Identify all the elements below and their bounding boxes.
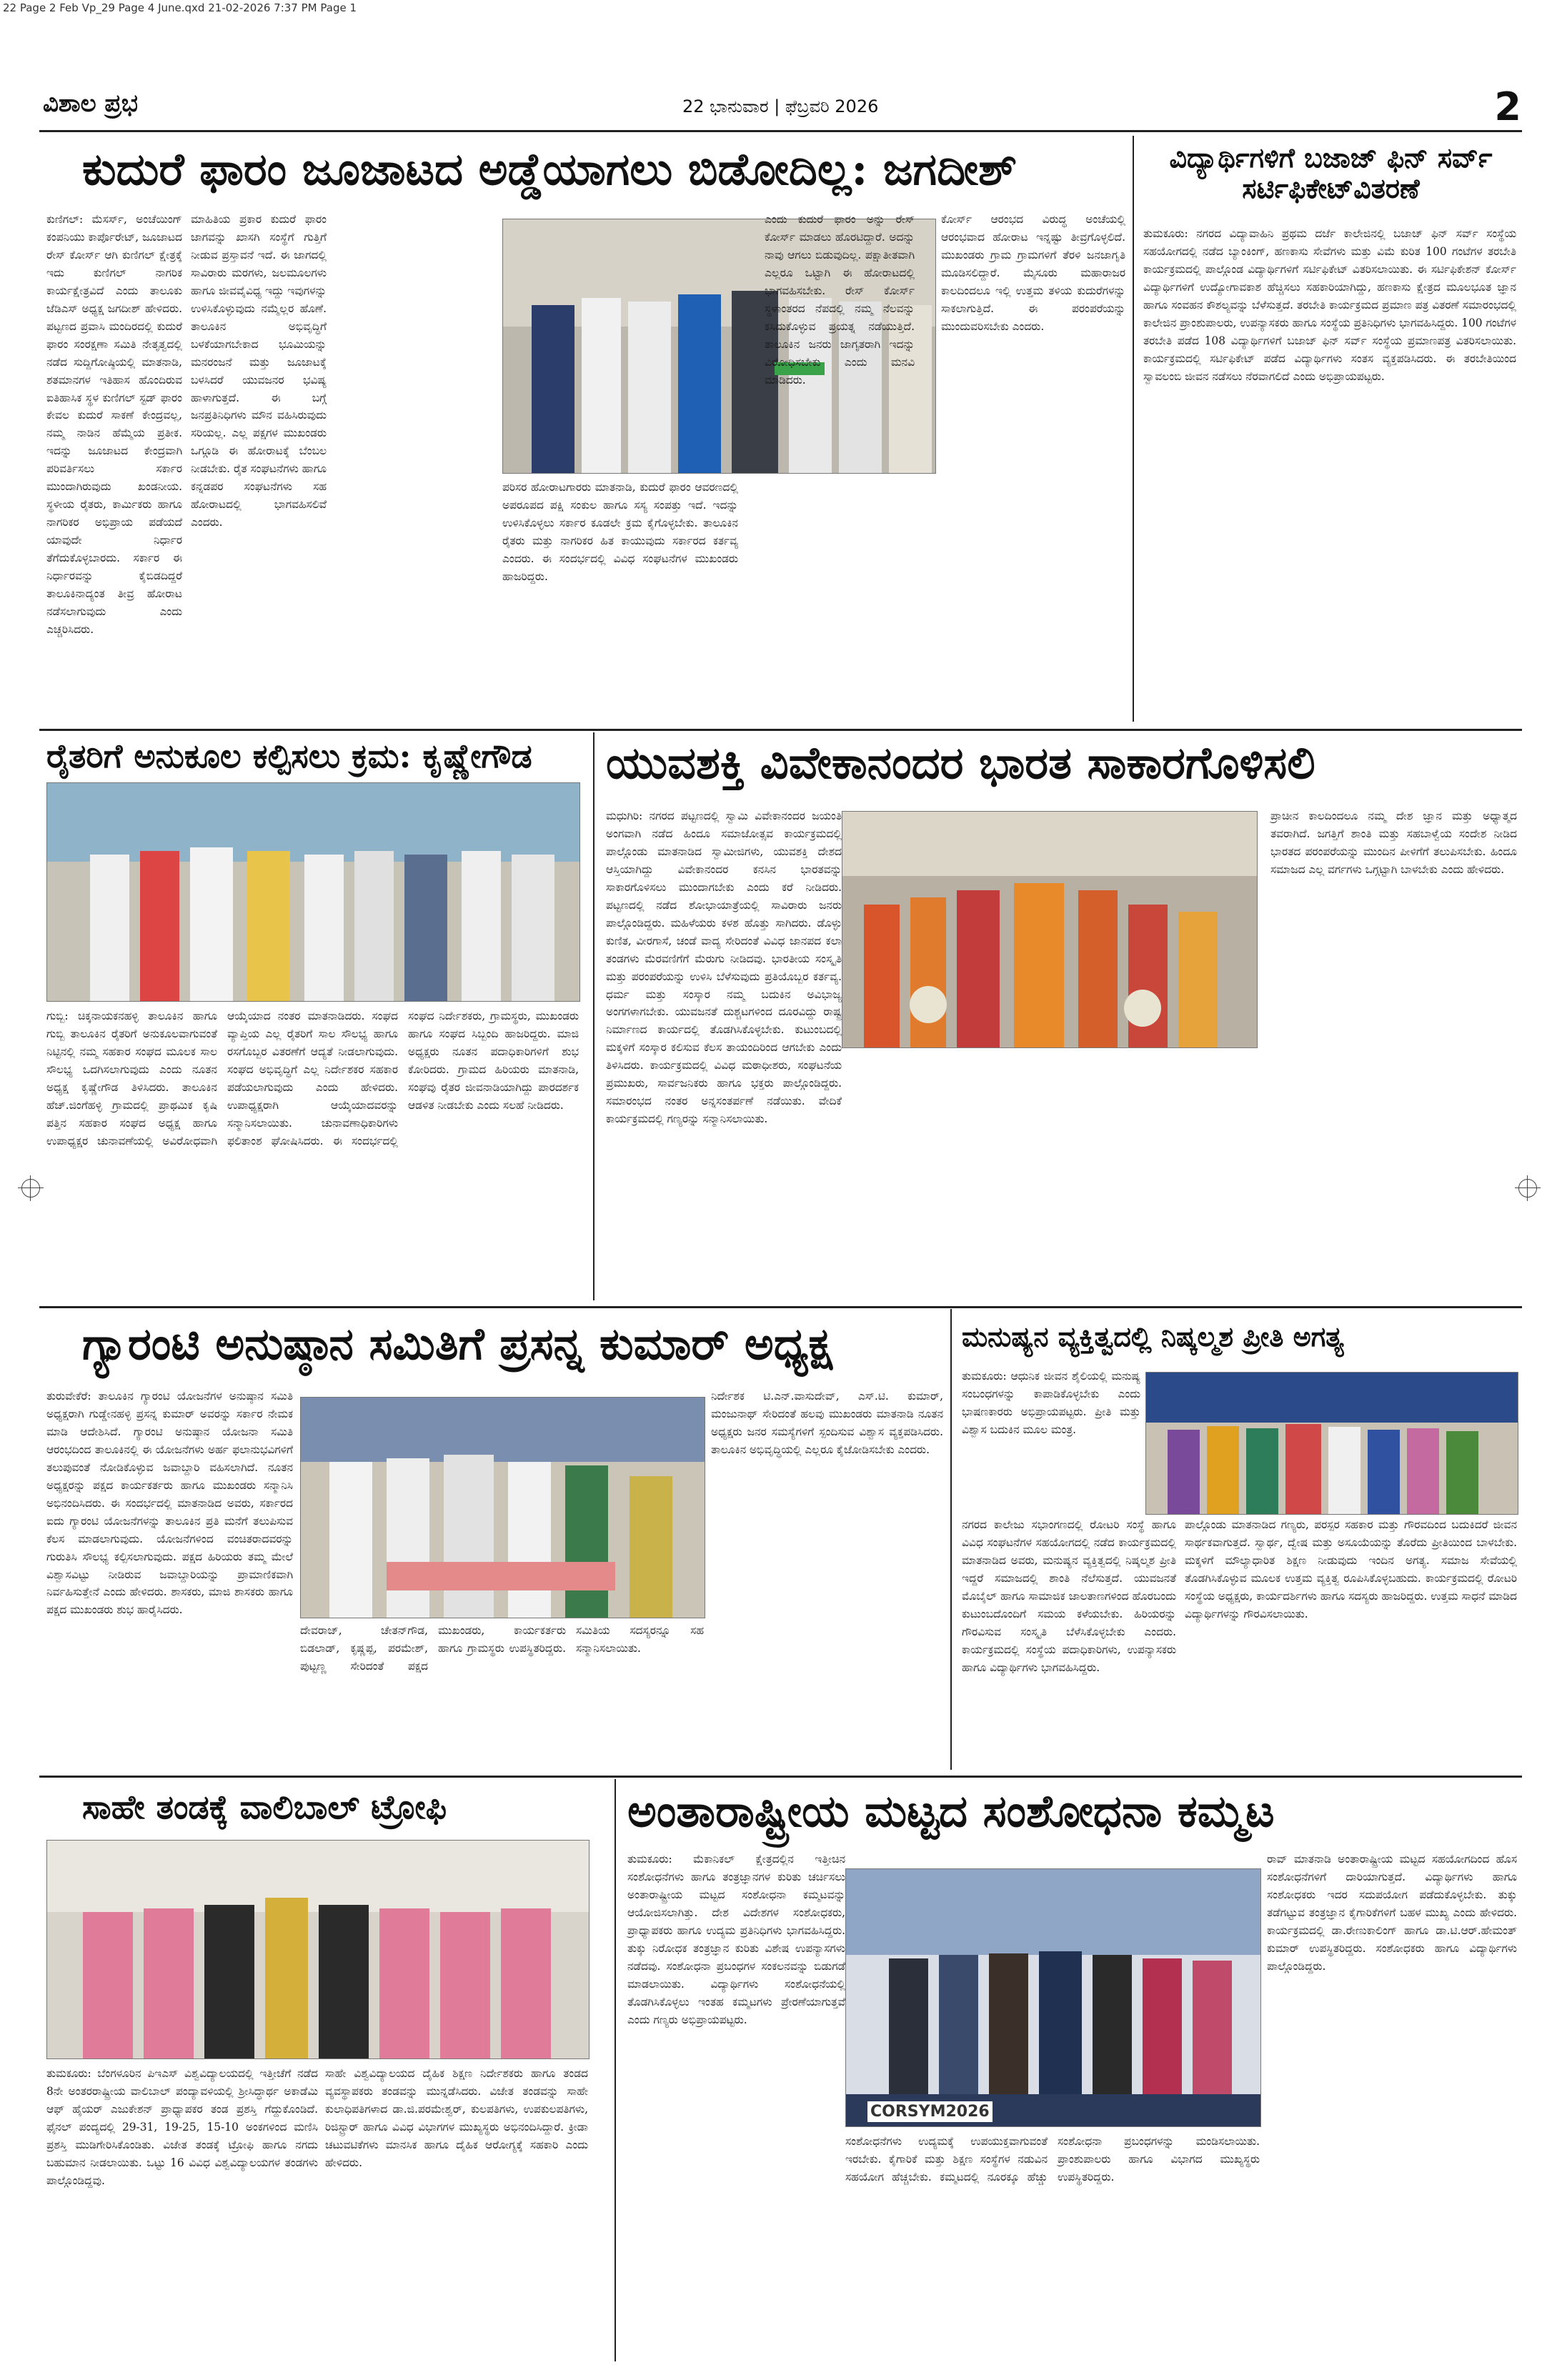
story-body: ತುಮಕೂರು: ಬೆಂಗಳೂರಿನ ಪಿಇಎಸ್ ವಿಶ್ವವಿದ್ಯಾಲಯದಲ್ಲಿ ಇತ್ತೀಚೆಗೆ ನಡೆದ 8ನೇ ಅಂತರರಾಷ್ಟ್ರೀಯ ವಾಲಿಬಾಲ್ ಪಂದ್ಯಾವಳಿಯಲ್ಲಿ ಶ್ರೀಸಿದ್ಧಾರ್ಥ ಅಕಾಡೆಮಿ ಆಫ್ ಹೈಯರ್ ಎಜುಕೇಶನ್ ಪ್ರಾಧ್ಯಾಪಕರ ತಂಡ ಪ್ರಶಸ್ತಿ ಗೆದ್ದುಕೊಂಡಿದೆ. ಫೈನಲ್ ಪಂದ್ಯದಲ್ಲಿ 29-31, 19-25, 15-10 ಅಂಕಗಳಿಂದ ಮಣಿಸಿ ಪ್ರಶಸ್ತಿ ಮುಡಿಗೇರಿಸಿಕೊಂಡಿತು. ವಿಜೇತ ತಂಡಕ್ಕೆ ಟ್ರೋಫಿ ಹಾಗೂ ನಗದು ಬಹುಮಾನ ನೀಡಲಾಯಿತು. ಒಟ್ಟು 16 ವಿವಿಧ ವಿಶ್ವವಿದ್ಯಾಲಯಗಳ ತಂಡಗಳು ಪಾಲ್ಗೊಂಡಿದ್ದವು. [46, 2067, 318, 2187]
story-body: ಗುಬ್ಬಿ: ಚಿಕ್ಕನಾಯಕನಹಳ್ಳಿ ತಾಲೂಕಿನ ಹಾಗೂ ಗುಬ್ಬಿ ತಾಲೂಕಿನ ರೈತರಿಗೆ ಅನುಕೂಲವಾಗುವಂತೆ ನಿಟ್ಟಿನಲ್ಲಿ ನಮ್ಮ ಸಹಕಾರ ಸಂಘದ ಮೂಲಕ ಸಾಲ ಸೌಲಭ್ಯ ಒದಗಿಸಲಾಗುವುದು ಎಂದು ನೂತನ ಅಧ್ಯಕ್ಷ ಕೃಷ್ಣೇಗೌಡ ತಿಳಿಸಿದರು. ತಾಲೂಕಿನ ಹೆಚ್.ಜಿಂಗೆಹಳ್ಳಿ ಗ್ರಾಮದಲ್ಲಿ ಪ್ರಾಥಮಿಕ ಕೃಷಿ ಪತ್ತಿನ ಸಹಕಾರ ಸಂಘದ ಅಧ್ಯಕ್ಷ ಹಾಗೂ ಉಪಾಧ್ಯಕ್ಷರ ಚುನಾವಣೆಯಲ್ಲಿ ಅವಿರೋಧವಾಗಿ ಆಯ್ಕೆಯಾದ ನಂತರ ಮಾತನಾಡಿದರು. ಸಂಘದ ವ್ಯಾಪ್ತಿಯ ಎಲ್ಲ ರೈತರಿಗೆ ಸಾಲ ಸೌಲಭ್ಯ ಹಾಗೂ ರಸಗೊಬ್ಬರ ವಿತರಣೆಗೆ ಆದ್ಯತೆ ನೀಡಲಾಗುವುದು. ಸಂಘದ ಅಭಿವೃದ್ಧಿಗೆ ಎಲ್ಲ ನಿರ್ದೇಶಕರ ಸಹಕಾರ ಪಡೆಯಲಾಗುವುದು ಎಂದು ಹೇಳಿದರು. ಉಪಾಧ್ಯಕ್ಷರಾಗಿ ಆಯ್ಕೆಯಾದವರನ್ನು ಸನ್ಮಾನಿಸಲಾಯಿತು. ಚುನಾವಣಾಧಿಕಾರಿಗಳು ಫಲಿತಾಂಶ ಘೋಷಿಸಿದರು. ಈ ಸಂದರ್ಭದಲ್ಲಿ ಸಂಘದ ನಿರ್ದೇಶಕರು, ಗ್ರಾಮಸ್ಥರು, ಮುಖಂಡರು ಹಾಗೂ ಸಂಘದ ಸಿಬ್ಬಂದಿ ಹಾಜರಿದ್ದರು. ಮಾಜಿ ಅಧ್ಯಕ್ಷರು ನೂತನ ಪದಾಧಿಕಾರಿಗಳಿಗೆ ಶುಭ ಕೋರಿದರು. ಗ್ರಾಮದ ಹಿರಿಯರು ಮಾತನಾಡಿ, ಸಂಘವು ರೈತರ ಜೀವನಾಡಿಯಾಗಿದ್ದು ಪಾರದರ್ಶಕ ಆಡಳಿತ ನೀಡಬೇಕು ಎಂದು ಸಲಹೆ ನೀಡಿದರು. [46, 1010, 579, 1147]
headline: ಕುದುರೆ ಫಾರಂ ಜೂಜಾಟದ ಅಡ್ಡೆಯಾಗಲು ಬಿಡೋದಿಲ್ಲ: ಜಗದೀಶ್ [82, 143, 1018, 195]
photo-felicitation [300, 1397, 705, 1618]
photo-workshop-stage [845, 1868, 1261, 2127]
column-3: ಎಂದು ಕುದುರೆ ಫಾರಂ ಅನ್ನು ರೇಸ್ ಕೋರ್ಸ್ ಮಾಡಲು ಹೊರಟಿದ್ದಾರೆ. ಅದನ್ನು ನಾವು ಆಗಲು ಬಿಡುವುದಿಲ್ಲ. ಪಕ್ಷಾತೀತವಾಗಿ ಎಲ್ಲರೂ ಒಟ್ಟಾಗಿ ಈ ಹೋರಾಟದಲ್ಲಿ ಭಾಗವಹಿಸಬೇಕು. ರೇಸ್ ಕೋರ್ಸ್ ಸ್ಥಳಾಂತರದ ನೆಪದಲ್ಲಿ ನಮ್ಮ ನೆಲವನ್ನು ಕಸಿದುಕೊಳ್ಳುವ ಪ್ರಯತ್ನ ನಡೆಯುತ್ತಿದೆ. ತಾಲೂಕಿನ ಜನರು ಜಾಗೃತರಾಗಿ ಇದನ್ನು ವಿರೋಧಿಸಬೇಕು ಎಂದು ಮನವಿ ಮಾಡಿದರು. [765, 213, 915, 387]
headline: ರೈತರಿಗೆ ಅನುಕೂಲ ಕಲ್ಪಿಸಲು ಕ್ರಮ: ಕೃಷ್ಣೇಗೌಡ [46, 737, 532, 775]
story-body-mid: ಸಂಶೋಧನೆಗಳು ಉದ್ಯಮಕ್ಕೆ ಉಪಯುಕ್ತವಾಗುವಂತೆ ಇರಬೇಕು. ಕೈಗಾರಿಕೆ ಮತ್ತು ಶಿಕ್ಷಣ ಸಂಸ್ಥೆಗಳ ನಡುವಿನ ಸಹಯೋಗ ಹೆಚ್ಚಬೇಕು. ಕಮ್ಮಟದಲ್ಲಿ ನೂರಕ್ಕೂ ಹೆಚ್ಚು ಸಂಶೋಧನಾ ಪ್ರಬಂಧಗಳನ್ನು ಮಂಡಿಸಲಾಯಿತು. ಪ್ರಾಂಶುಪಾಲರು ಹಾಗೂ ವಿಭಾಗದ ಮುಖ್ಯಸ್ಥರು ಉಪಸ್ಥಿತರಿದ್ದರು. [845, 2135, 1260, 2184]
section-rule [39, 1306, 1522, 1308]
headline: ಸಾಹೇ ತಂಡಕ್ಕೆ ವಾಲಿಬಾಲ್ ಟ್ರೋಫಿ [82, 1788, 447, 1826]
print-slug: 22 Page 2 Feb Vp_29 Page 4 June.qxd 21-02-2026 7:37 PM Page 1 [3, 1, 357, 14]
story-body-mid: ದೇವರಾಜ್, ಚೇತನ್‌ಗೌಡ, ಬಿಡಲಾಡ್, ಕೃಷ್ಣಪ್ಪ, ಪರಮೇಶ್, ಪುಟ್ಟಣ್ಣ ಸೇರಿದಂತೆ ಪಕ್ಷದ ಮುಖಂಡರು, ಕಾರ್ಯಕರ್ತರು ಹಾಗೂ ಗ್ರಾಮಸ್ಥರು ಉಪಸ್ಥಿತರಿದ್ದರು. ಸಮಿತಿಯ ಸದಸ್ಯರನ್ನೂ ಸಹ ಸನ್ಮಾನಿಸಲಾಯಿತು. [300, 1624, 704, 1673]
section-rule [39, 729, 1522, 731]
story-body-right: ರಾವ್ ಮಾತನಾಡಿ ಅಂತಾರಾಷ್ಟ್ರೀಯ ಮಟ್ಟದ ಸಹಯೋಗದಿಂದ ಹೊಸ ಸಂಶೋಧನೆಗಳಿಗೆ ದಾರಿಯಾಗುತ್ತದೆ. ವಿದ್ಯಾರ್ಥಿಗಳು ಹಾಗೂ ಸಂಶೋಧಕರು ಇದರ ಸದುಪಯೋಗ ಪಡೆದುಕೊಳ್ಳಬೇಕು. ತುಕ್ಕು ತಡೆಗಟ್ಟುವ ತಂತ್ರಜ್ಞಾನ ಕೈಗಾರಿಕೆಗಳಿಗೆ ಬಹಳ ಮುಖ್ಯ ಎಂದು ಹೇಳಿದರು. ಕಾರ್ಯಕ್ರಮದಲ್ಲಿ ಡಾ.ರೇಣುಕಾಲಿಂಗ್ ಹಾಗೂ ಡಾ.ಟಿ.ಆರ್.ಹೇಮಂತ್ ಕುಮಾರ್ ಉಪಸ್ಥಿತರಿದ್ದರು. ಸಂಶೋಧಕರು ಹಾಗೂ ವಿದ್ಯಾರ್ಥಿಗಳು ಪಾಲ್ಗೊಂಡಿದ್ದರು. [1267, 1853, 1517, 1973]
masthead-name: ವಿಶಾಲ ಪ್ರಭ [43, 89, 138, 118]
story-body-right: ಸಾಹೇ ವಿಶ್ವವಿದ್ಯಾಲಯದ ದೈಹಿಕ ಶಿಕ್ಷಣ ನಿರ್ದೇಶಕರು ಹಾಗೂ ತಂಡದ ವ್ಯವಸ್ಥಾಪಕರು ತಂಡವನ್ನು ಮುನ್ನಡೆಸಿದರು. ವಿಜೇತ ತಂಡವನ್ನು ಸಾಹೇ ಕುಲಾಧಿಪತಿಗಳಾದ ಡಾ.ಜಿ.ಪರಮೇಶ್ವರ್, ಕುಲಪತಿಗಳು, ಉಪಕುಲಪತಿಗಳು, ರಿಜಿಸ್ಟ್ರಾರ್ ಹಾಗೂ ವಿವಿಧ ವಿಭಾಗಗಳ ಮುಖ್ಯಸ್ಥರು ಅಭಿನಂದಿಸಿದ್ದಾರೆ. ಕ್ರೀಡಾ ಚಟುವಟಿಕೆಗಳು ಮಾನಸಿಕ ಹಾಗೂ ದೈಹಿಕ ಆರೋಗ್ಯಕ್ಕೆ ಸಹಕಾರಿ ಎಂದು ಹೇಳಿದರು. [325, 2067, 588, 2169]
story-body: ತುಮಕೂರು: ನಗರದ ವಿದ್ಯಾವಾಹಿನಿ ಪ್ರಥಮ ದರ್ಜೆ ಕಾಲೇಜಿನಲ್ಲಿ ಬಜಾಜ್ ಫಿನ್ ಸರ್ವ್ ಸಂಸ್ಥೆಯ ಸಹಯೋಗದಲ್ಲಿ ನಡೆದ ಬ್ಯಾಂಕಿಂಗ್, ಹಣಕಾಸು ಸೇವೆಗಳು ಮತ್ತು ವಿಮೆ ಕುರಿತ 100 ಗಂಟೆಗಳ ತರಬೇತಿ ಕಾರ್ಯಕ್ರಮದಲ್ಲಿ ಪಾಲ್ಗೊಂಡ ವಿದ್ಯಾರ್ಥಿಗಳಿಗೆ ಸರ್ಟಿಫಿಕೇಟ್ ವಿತರಿಸಲಾಯಿತು. ಈ ಸರ್ಟಿಫಿಕೇಶನ್ ಕೋರ್ಸ್ ವಿದ್ಯಾರ್ಥಿಗಳಿಗೆ ಉದ್ಯೋಗಾವಕಾಶ ಹೆಚ್ಚಿಸಲು ಸಹಕಾರಿಯಾಗಿದ್ದು, ಹಣಕಾಸು ಕ್ಷೇತ್ರದ ಮೂಲಭೂತ ಜ್ಞಾನ ಹಾಗೂ ಸಂವಹನ ಕೌಶಲ್ಯವನ್ನು ಬೆಳೆಸುತ್ತದೆ. ತರಬೇತಿ ಕಾರ್ಯಕ್ರಮದ ಪ್ರಮಾಣ ಪತ್ರ ವಿತರಣೆ ಸಮಾರಂಭದಲ್ಲಿ ಕಾಲೇಜಿನ ಪ್ರಾಂಶುಪಾಲರು, ಉಪನ್ಯಾಸಕರು ಹಾಗೂ ಸಂಸ್ಥೆಯ ಪ್ರತಿನಿಧಿಗಳು ಭಾಗವಹಿಸಿದ್ದರು. 100 ಗಂಟೆಗಳ ತರಬೇತಿ ಪಡೆದ 108 ವಿದ್ಯಾರ್ಥಿಗಳಿಗೆ ಬಜಾಜ್ ಫಿನ್ ಸರ್ವ್ ಸಂಸ್ಥೆಯ ಪ್ರಮಾಣಪತ್ರ ವಿತರಿಸಲಾಯಿತು. ಕಾರ್ಯಕ್ರಮದಲ್ಲಿ ಸರ್ಟಿಫಿಕೇಟ್ ಪಡೆದ ವಿದ್ಯಾರ್ಥಿಗಳು ಸಂತಸ ವ್ಯಕ್ತಪಡಿಸಿದರು. ಈ ತರಬೇತಿಯಿಂದ ಸ್ವಾವಲಂಬಿ ಜೀವನ ನಡೆಸಲು ನೆರವಾಗಲಿದೆ ಎಂದು ಅಭಿಪ್ರಾಯಪಟ್ಟರು. [1143, 227, 1517, 383]
column-divider [615, 1779, 616, 2361]
headline: ಅಂತಾರಾಷ್ಟ್ರೀಯ ಮಟ್ಟದ ಸಂಶೋಧನಾ ಕಮ್ಮಟ [627, 1785, 1275, 1837]
story-body-right: ಪ್ರಾಚೀನ ಕಾಲದಿಂದಲೂ ನಮ್ಮ ದೇಶ ಜ್ಞಾನ ಮತ್ತು ಅಧ್ಯಾತ್ಮದ ತವರಾಗಿದೆ. ಜಗತ್ತಿಗೆ ಶಾಂತಿ ಮತ್ತು ಸಹಬಾಳ್ವೆಯ ಸಂದೇಶ ನೀಡಿದ ಭಾರತದ ಪರಂಪರೆಯನ್ನು ಮುಂದಿನ ಪೀಳಿಗೆಗೆ ತಲುಪಿಸಬೇಕು. ಹಿಂದೂ ಸಮಾಜದ ಎಲ್ಲ ವರ್ಗಗಳು ಒಗ್ಗಟ್ಟಾಗಿ ಬಾಳಬೇಕು ಎಂದು ಹೇಳಿದರು. [1270, 810, 1517, 876]
masthead-rule [39, 130, 1522, 132]
column-5: ಕೋರ್ಸ್ ಆರಂಭದ ವಿರುದ್ಧ ಅಂಚೆಯಲ್ಲಿ ಆರಂಭವಾದ ಹೋರಾಟ ಇನ್ನಷ್ಟು ತೀವ್ರಗೊಳ್ಳಲಿದೆ. ಮುಖಂಡರು ಗ್ರಾಮ ಗ್ರಾಮಗಳಿಗೆ ತೆರಳಿ ಜನಜಾಗೃತಿ ಮೂಡಿಸಲಿದ್ದಾರೆ. ಮೈಸೂರು ಮಹಾರಾಜರ ಕಾಲದಿಂದಲೂ ಇಲ್ಲಿ ಉತ್ತಮ ತಳಿಯ ಕುದುರೆಗಳನ್ನು ಸಾಕಲಾಗುತ್ತಿದೆ. ಈ ಪರಂಪರೆಯನ್ನು ಮುಂದುವರಿಸಬೇಕು ಎಂದರು. [941, 213, 1125, 333]
photo-volleyball-team [46, 1840, 590, 2059]
column-1: ಕುಣಿಗಲ್: ಮೆಸರ್ಸ್, ಅಂಚೆಯಿಂಗ್ ಕಂಪನಿಯು ಕಾರ್ಪೊರೇಟ್‌, ಜೂಜಾಟದ ರೇಸ್ ಕೋರ್ಸ್ ಆಗಿ ಕುಣಿಗಲ್ ಕ್ಷೇತ್ರಕ್ಕೆ ಇದು ಕುಣಿಗಲ್ ನಾಗರಿಕ ಕಾರ್ಯಕ್ಷೇತ್ರವಿದೆ ಎಂದು ತಾಲೂಕು ಜೆಡಿಎಸ್ ಅಧ್ಯಕ್ಷ ಜಗದೀಶ್ ಹೇಳಿದರು. ಪಟ್ಟಣದ ಪ್ರವಾಸಿ ಮಂದಿರದಲ್ಲಿ ಕುದುರೆ ಫಾರಂ ಸಂರಕ್ಷಣಾ ಸಮಿತಿ ನೇತೃತ್ವದಲ್ಲಿ ನಡೆದ ಸುದ್ದಿಗೋಷ್ಠಿಯಲ್ಲಿ ಮಾತನಾಡಿ, ಶತಮಾನಗಳ ಇತಿಹಾಸ ಹೊಂದಿರುವ ಐತಿಹಾಸಿಕ ಸ್ಥಳ ಕುಣಿಗಲ್ ಸ್ಟಡ್ ಫಾರಂ ಕೇವಲ ಕುದುರೆ ಸಾಕಣೆ ಕೇಂದ್ರವಲ್ಲ, ನಮ್ಮ ನಾಡಿನ ಹೆಮ್ಮೆಯ ಪ್ರತೀಕ. ಇದನ್ನು ಜೂಜಾಟದ ಕೇಂದ್ರವಾಗಿ ಪರಿವರ್ತಿಸಲು ಸರ್ಕಾರ ಮುಂದಾಗಿರುವುದು ಖಂಡನೀಯ. ಸ್ಥಳೀಯ ರೈತರು, ಕಾರ್ಮಿಕರು ಹಾಗೂ ನಾಗರಿಕರ ಅಭಿಪ್ರಾಯ ಪಡೆಯದೆ ಯಾವುದೇ ನಿರ್ಧಾರ ತೆಗೆದುಕೊಳ್ಳಬಾರದು. ಸರ್ಕಾರ ಈ ನಿರ್ಧಾರವನ್ನು ಕೈಬಿಡದಿದ್ದರೆ ತಾಲೂಕಿನಾದ್ಯಂತ ತೀವ್ರ ಹೋರಾಟ ನಡೆಸಲಾಗುವುದು ಎಂದು ಎಚ್ಚರಿಸಿದರು. [46, 213, 182, 636]
column-4: ಪರಿಸರ ಹೋರಾಟಗಾರರು ಮಾತನಾಡಿ, ಕುದುರೆ ಫಾರಂ ಆವರಣದಲ್ಲಿ ಅಪರೂಪದ ಪಕ್ಷಿ ಸಂಕುಲ ಹಾಗೂ ಸಸ್ಯ ಸಂಪತ್ತು ಇದೆ. ಇದನ್ನು ಉಳಿಸಿಕೊಳ್ಳಲು ಸರ್ಕಾರ ಕೂಡಲೇ ಕ್ರಮ ಕೈಗೊಳ್ಳಬೇಕು. ತಾಲೂಕಿನ ರೈತರು ಮತ್ತು ನಾಗರಿಕರ ಹಿತ ಕಾಯುವುದು ಸರ್ಕಾರದ ಕರ್ತವ್ಯ ಎಂದರು. ಈ ಸಂದರ್ಭದಲ್ಲಿ ವಿವಿಧ ಸಂಘಟನೆಗಳ ಮುಖಂಡರು ಹಾಜರಿದ್ದರು. [502, 481, 738, 583]
story-body-right: ಪಾಲ್ಗೊಂಡು ಮಾತನಾಡಿದ ಗಣ್ಯರು, ಪರಸ್ಪರ ಸಹಕಾರ ಮತ್ತು ಗೌರವದಿಂದ ಬದುಕಿದರೆ ಜೀವನ ಸಾರ್ಥಕವಾಗುತ್ತದೆ. ಸ್ವಾರ್ಥ, ದ್ವೇಷ ಮತ್ತು ಅಸೂಯೆಯನ್ನು ತೊರೆದು ಪ್ರೀತಿಯಿಂದ ಬಾಳಬೇಕು. ಮಕ್ಕಳಿಗೆ ಮೌಲ್ಯಾಧಾರಿತ ಶಿಕ್ಷಣ ನೀಡುವುದು ಇಂದಿನ ಅಗತ್ಯ. ಸಮಾಜ ಸೇವೆಯಲ್ಲಿ ತೊಡಗಿಸಿಕೊಳ್ಳುವ ಮೂಲಕ ಉತ್ತಮ ವ್ಯಕ್ತಿತ್ವ ರೂಪಿಸಿಕೊಳ್ಳಬಹುದು. ಕಾರ್ಯಕ್ರಮದಲ್ಲಿ ರೋಟರಿ ಸಂಸ್ಥೆಯ ಅಧ್ಯಕ್ಷರು, ಕಾರ್ಯದರ್ಶಿಗಳು ಹಾಗೂ ಸದಸ್ಯರು ಹಾಜರಿದ್ದರು. ಉತ್ತಮ ಸಾಧನೆ ಮಾಡಿದ ವಿದ್ಯಾರ್ಥಿಗಳನ್ನು ಗೌರವಿಸಲಾಯಿತು. [1185, 1518, 1517, 1620]
photo-group-farmers [46, 782, 580, 1002]
story-pure-love [956, 1309, 1522, 1773]
story-bajaj-certificate [1138, 136, 1522, 729]
headline: ಗ್ಯಾರಂಟಿ ಅನುಷ್ಠಾನ ಸಮಿತಿಗೆ ಪ್ರಸನ್ನ ಕುಮಾರ್ ಅಧ್ಯಕ್ಷ [82, 1318, 832, 1370]
story-research-workshop [620, 1779, 1522, 2365]
page-number: 2 [1494, 84, 1521, 129]
story-vivekananda [599, 732, 1522, 1304]
column-2: ಮಾಹಿತಿಯ ಪ್ರಕಾರ ಕುದುರೆ ಫಾರಂ ಜಾಗವನ್ನು ಖಾಸಗಿ ಸಂಸ್ಥೆಗೆ ಗುತ್ತಿಗೆ ನೀಡುವ ಪ್ರಸ್ತಾವನೆ ಇದೆ. ಈ ಜಾಗದಲ್ಲಿ ಸಾವಿರಾರು ಮರಗಳು, ಜಲಮೂಲಗಳು ಹಾಗೂ ಜೀವವೈವಿಧ್ಯ ಇದ್ದು ಇವುಗಳನ್ನು ಉಳಿಸಿಕೊಳ್ಳುವುದು ನಮ್ಮೆಲ್ಲರ ಹೊಣೆ. ತಾಲೂಕಿನ ಅಭಿವೃದ್ಧಿಗೆ ಬಳಕೆಯಾಗಬೇಕಾದ ಭೂಮಿಯನ್ನು ಮನರಂಜನೆ ಮತ್ತು ಜೂಜಾಟಕ್ಕೆ ಬಳಸಿದರೆ ಯುವಜನರ ಭವಿಷ್ಯ ಹಾಳಾಗುತ್ತದೆ. ಈ ಬಗ್ಗೆ ಜನಪ್ರತಿನಿಧಿಗಳು ಮೌನ ವಹಿಸಿರುವುದು ಸರಿಯಲ್ಲ. ಎಲ್ಲ ಪಕ್ಷಗಳ ಮುಖಂಡರು ಒಗ್ಗೂಡಿ ಈ ಹೋರಾಟಕ್ಕೆ ಬೆಂಬಲ ನೀಡಬೇಕು. ರೈತ ಸಂಘಟನೆಗಳು ಹಾಗೂ ಕನ್ನಡಪರ ಸಂಘಟನೆಗಳು ಸಹ ಹೋರಾಟದಲ್ಲಿ ಭಾಗವಹಿಸಲಿವೆ ಎಂದರು. [191, 213, 327, 529]
story-body: ತುಮಕೂರು: ಮೆಕಾನಿಕಲ್ ಕ್ಷೇತ್ರದಲ್ಲಿನ ಇತ್ತೀಚಿನ ಸಂಶೋಧನೆಗಳು ಹಾಗೂ ತಂತ್ರಜ್ಞಾನಗಳ ಕುರಿತು ಚರ್ಚಿಸಲು ಅಂತಾರಾಷ್ಟ್ರೀಯ ಮಟ್ಟದ ಸಂಶೋಧನಾ ಕಮ್ಮಟವನ್ನು ಆಯೋಜಿಸಲಾಗಿತ್ತು. ದೇಶ ವಿದೇಶಗಳ ಸಂಶೋಧಕರು, ಪ್ರಾಧ್ಯಾಪಕರು ಹಾಗೂ ಉದ್ಯಮ ಪ್ರತಿನಿಧಿಗಳು ಭಾಗವಹಿಸಿದ್ದರು. ತುಕ್ಕು ನಿರೋಧಕ ತಂತ್ರಜ್ಞಾನ ಕುರಿತು ವಿಶೇಷ ಉಪನ್ಯಾಸಗಳು ನಡೆದವು. ಸಂಶೋಧನಾ ಪ್ರಬಂಧಗಳ ಸಂಕಲನವನ್ನು ಬಿಡುಗಡೆ ಮಾಡಲಾಯಿತು. ವಿದ್ಯಾರ್ಥಿಗಳು ಸಂಶೋಧನೆಯಲ್ಲಿ ತೊಡಗಿಸಿಕೊಳ್ಳಲು ಇಂತಹ ಕಮ್ಮಟಗಳು ಪ್ರೇರಣೆಯಾಗುತ್ತವೆ ಎಂದು ಗಣ್ಯರು ಅಭಿಪ್ರಾಯಪಟ್ಟರು. [627, 1853, 845, 2026]
headline: ಯುವಶಕ್ತಿ ವಿವೇಕಾನಂದರ ಭಾರತ ಸಾಕಾರಗೊಳಿಸಲಿ [606, 737, 1315, 789]
story-body-top: ತುಮಕೂರು: ಆಧುನಿಕ ಜೀವನ ಶೈಲಿಯಲ್ಲಿ ಮನುಷ್ಯ ಸಂಬಂಧಗಳನ್ನು ಕಾಪಾಡಿಕೊಳ್ಳಬೇಕು ಎಂದು ಭಾಷಣಕಾರರು ಅಭಿಪ್ರಾಯಪಟ್ಟರು. ಪ್ರೀತಿ ಮತ್ತು ವಿಶ್ವಾಸ ಬದುಕಿನ ಮೂಲ ಮಂತ್ರ. [962, 1370, 1140, 1436]
story-body: ನಗರದ ಕಾಲೇಜು ಸಭಾಂಗಣದಲ್ಲಿ ರೋಟರಿ ಸಂಸ್ಥೆ ಹಾಗೂ ವಿವಿಧ ಸಂಘಟನೆಗಳ ಸಹಯೋಗದಲ್ಲಿ ನಡೆದ ಕಾರ್ಯಕ್ರಮದಲ್ಲಿ ಮಾತನಾಡಿದ ಅವರು, ಮನುಷ್ಯನ ವ್ಯಕ್ತಿತ್ವದಲ್ಲಿ ನಿಷ್ಕಲ್ಮಶ ಪ್ರೀತಿ ಇದ್ದರೆ ಸಮಾಜದಲ್ಲಿ ಶಾಂತಿ ನೆಲೆಸುತ್ತದೆ. ಯುವಜನತೆ ಮೊಬೈಲ್ ಹಾಗೂ ಸಾಮಾಜಿಕ ಜಾಲತಾಣಗಳಿಂದ ಹೊರಬಂದು ಕುಟುಂಬದೊಂದಿಗೆ ಸಮಯ ಕಳೆಯಬೇಕು. ಹಿರಿಯರನ್ನು ಗೌರವಿಸುವ ಸಂಸ್ಕೃತಿ ಬೆಳೆಸಿಕೊಳ್ಳಬೇಕು ಎಂದರು. ಕಾರ್ಯಕ್ರಮದಲ್ಲಿ ಸಂಸ್ಥೆಯ ಪದಾಧಿಕಾರಿಗಳು, ಉಪನ್ಯಾಸಕರು ಹಾಗೂ ವಿದ್ಯಾರ್ಥಿಗಳು ಭಾಗವಹಿಸಿದ್ದರು. [962, 1518, 1176, 1674]
story-body: ಮಧುಗಿರಿ: ನಗರದ ಪಟ್ಟಣದಲ್ಲಿ ಸ್ವಾಮಿ ವಿವೇಕಾನಂದರ ಜಯಂತಿ ಅಂಗವಾಗಿ ನಡೆದ ಹಿಂದೂ ಸಮಾಜೋತ್ಸವ ಕಾರ್ಯಕ್ರಮದಲ್ಲಿ ಪಾಲ್ಗೊಂಡು ಮಾತನಾಡಿದ ಸ್ವಾಮೀಜಿಗಳು, ಯುವಶಕ್ತಿ ದೇಶದ ಆಸ್ತಿಯಾಗಿದ್ದು ವಿವೇಕಾನಂದರ ಕನಸಿನ ಭಾರತವನ್ನು ಸಾಕಾರಗೊಳಿಸಲು ಮುಂದಾಗಬೇಕು ಎಂದು ಕರೆ ನೀಡಿದರು. ಪಟ್ಟಣದಲ್ಲಿ ನಡೆದ ಶೋಭಾಯಾತ್ರೆಯಲ್ಲಿ ಸಾವಿರಾರು ಜನರು ಪಾಲ್ಗೊಂಡಿದ್ದರು. ಮಹಿಳೆಯರು ಕಳಶ ಹೊತ್ತು ಸಾಗಿದರು. ಡೊಳ್ಳು ಕುಣಿತ, ವೀರಗಾಸೆ, ಚಂಡೆ ವಾದ್ಯ ಸೇರಿದಂತೆ ವಿವಿಧ ಜಾನಪದ ಕಲಾ ತಂಡಗಳು ಮೆರವಣಿಗೆಗೆ ಮೆರುಗು ನೀಡಿದವು. ಭಾರತೀಯ ಸಂಸ್ಕೃತಿ ಮತ್ತು ಪರಂಪರೆಯನ್ನು ಉಳಿಸಿ ಬೆಳೆಸುವುದು ಪ್ರತಿಯೊಬ್ಬರ ಕರ್ತವ್ಯ. ಧರ್ಮ ಮತ್ತು ಸಂಸ್ಕಾರ ನಮ್ಮ ಬದುಕಿನ ಅವಿಭಾಜ್ಯ ಅಂಗಗಳಾಗಬೇಕು. ಯುವಜನತೆ ದುಶ್ಚಟಗಳಿಂದ ದೂರವಿದ್ದು ರಾಷ್ಟ್ರ ನಿರ್ಮಾಣದ ಕಾರ್ಯದಲ್ಲಿ ತೊಡಗಿಸಿಕೊಳ್ಳಬೇಕು. ಕುಟುಂಬದಲ್ಲಿ ಮಕ್ಕಳಿಗೆ ಸಂಸ್ಕಾರ ಕಲಿಸುವ ಕೆಲಸ ತಾಯಂದಿರಿಂದ ಆಗಬೇಕು ಎಂದು ತಿಳಿಸಿದರು. ಕಾರ್ಯಕ್ರಮದಲ್ಲಿ ವಿವಿಧ ಮಠಾಧೀಶರು, ಸಂಘಟನೆಯ ಪ್ರಮುಖರು, ಸಾರ್ವಜನಿಕರು ಹಾಗೂ ಭಕ್ತರು ಪಾಲ್ಗೊಂಡಿದ್ದರು. ಸಮಾರಂಭದ ನಂತರ ಅನ್ನಸಂತರ್ಪಣೆ ನಡೆಯಿತು. ವೇದಿಕೆ ಕಾರ್ಯಕ್ರಮದಲ್ಲಿ ಗಣ್ಯರನ್ನು ಸನ್ಮಾನಿಸಲಾಯಿತು. [606, 810, 842, 1126]
story-volleyball-trophy [39, 1779, 611, 2365]
headline: ಮನುಷ್ಯನ ವ್ಯಕ್ತಿತ್ವದಲ್ಲಿ ನಿಷ್ಕಲ್ಮಶ ಪ್ರೀತಿ ಅಗತ್ಯ [962, 1320, 1344, 1353]
story-body-right: ನಿರ್ದೇಶಕ ಟಿ.ಎನ್.ವಾಸುದೇವ್, ಎಸ್.ಟಿ. ಕುಮಾರ್, ಮಂಜುನಾಥ್ ಸೇರಿದಂತೆ ಹಲವು ಮುಖಂಡರು ಮಾತನಾಡಿ ನೂತನ ಅಧ್ಯಕ್ಷರು ಜನರ ಸಮಸ್ಯೆಗಳಿಗೆ ಸ್ಪಂದಿಸುವ ವಿಶ್ವಾಸ ವ್ಯಕ್ತಪಡಿಸಿದರು. ತಾಲೂಕಿನ ಅಭಿವೃದ್ಧಿಯಲ್ಲಿ ಎಲ್ಲರೂ ಕೈಜೋಡಿಸಬೇಕು ಎಂದರು. [711, 1390, 943, 1456]
story-farmers-facility [39, 732, 590, 1304]
column-divider [593, 732, 595, 1300]
section-rule [39, 1776, 1522, 1778]
story-body: ತುರುವೇಕೆರೆ: ತಾಲೂಕಿನ ಗ್ಯಾರಂಟಿ ಯೋಜನೆಗಳ ಅನುಷ್ಠಾನ ಸಮಿತಿ ಅಧ್ಯಕ್ಷರಾಗಿ ಗುಡ್ಡೇನಹಳ್ಳಿ ಪ್ರಸನ್ನ ಕುಮಾರ್ ಅವರನ್ನು ಸರ್ಕಾರ ನೇಮಕ ಮಾಡಿ ಆದೇಶಿಸಿದೆ. ಗ್ಯಾರಂಟಿ ಅನುಷ್ಠಾನ ಯೋಜನಾ ಸಮಿತಿ ಆರಂಭದಿಂದ ತಾಲೂಕಿನಲ್ಲಿ ಈ ಯೋಜನೆಗಳು ಅರ್ಹ ಫಲಾನುಭವಿಗಳಿಗೆ ತಲುಪುವಂತೆ ನೋಡಿಕೊಳ್ಳುವ ಜವಾಬ್ದಾರಿ ವಹಿಸಲಾಗಿದೆ. ನೂತನ ಅಧ್ಯಕ್ಷರನ್ನು ಪಕ್ಷದ ಕಾರ್ಯಕರ್ತರು ಹಾಗೂ ಮುಖಂಡರು ಸನ್ಮಾನಿಸಿ ಅಭಿನಂದಿಸಿದರು. ಈ ಸಂದರ್ಭದಲ್ಲಿ ಮಾತನಾಡಿದ ಅವರು, ಸರ್ಕಾರದ ಐದು ಗ್ಯಾರಂಟಿ ಯೋಜನೆಗಳನ್ನು ತಾಲೂಕಿನ ಪ್ರತಿ ಮನೆಗೆ ತಲುಪಿಸುವ ಕೆಲಸ ಮಾಡಲಾಗುವುದು. ಯೋಜನೆಗಳಿಂದ ವಂಚಿತರಾದವರನ್ನು ಗುರುತಿಸಿ ಸೌಲಭ್ಯ ಕಲ್ಪಿಸಲಾಗುವುದು. ಪಕ್ಷದ ಹಿರಿಯರು ತಮ್ಮ ಮೇಲೆ ವಿಶ್ವಾಸವಿಟ್ಟು ನೀಡಿರುವ ಜವಾಬ್ದಾರಿಯನ್ನು ಪ್ರಾಮಾಣಿಕವಾಗಿ ನಿರ್ವಹಿಸುತ್ತೇನೆ ಎಂದು ಹೇಳಿದರು. ಶಾಸಕರು, ಮಾಜಿ ಶಾಸಕರು ಹಾಗೂ ಪಕ್ಷದ ಮುಖಂಡರು ಶುಭ ಹಾರೈಸಿದರು. [46, 1390, 293, 1617]
photo-rotary-event [1145, 1372, 1518, 1515]
story-horse-farm [39, 136, 1129, 729]
registration-mark-left [21, 1179, 40, 1198]
headline: ವಿದ್ಯಾರ್ಥಿಗಳಿಗೆ ಬಜಾಜ್ ಫಿನ್ ಸರ್ವ್ ಸರ್ಟಿಫಿಕೇಟ್‌ವಿತರಣೆ [1169, 141, 1493, 204]
column-divider [950, 1309, 952, 1770]
photo-banner-text: CORSYM2026 [867, 2101, 993, 2122]
masthead-date: 22 ಭಾನುವಾರ | ಫೆಬ್ರವರಿ 2026 [682, 96, 879, 116]
story-guarantee-committee [39, 1309, 947, 1773]
photo-procession [842, 811, 1258, 1048]
column-divider [1133, 136, 1134, 722]
